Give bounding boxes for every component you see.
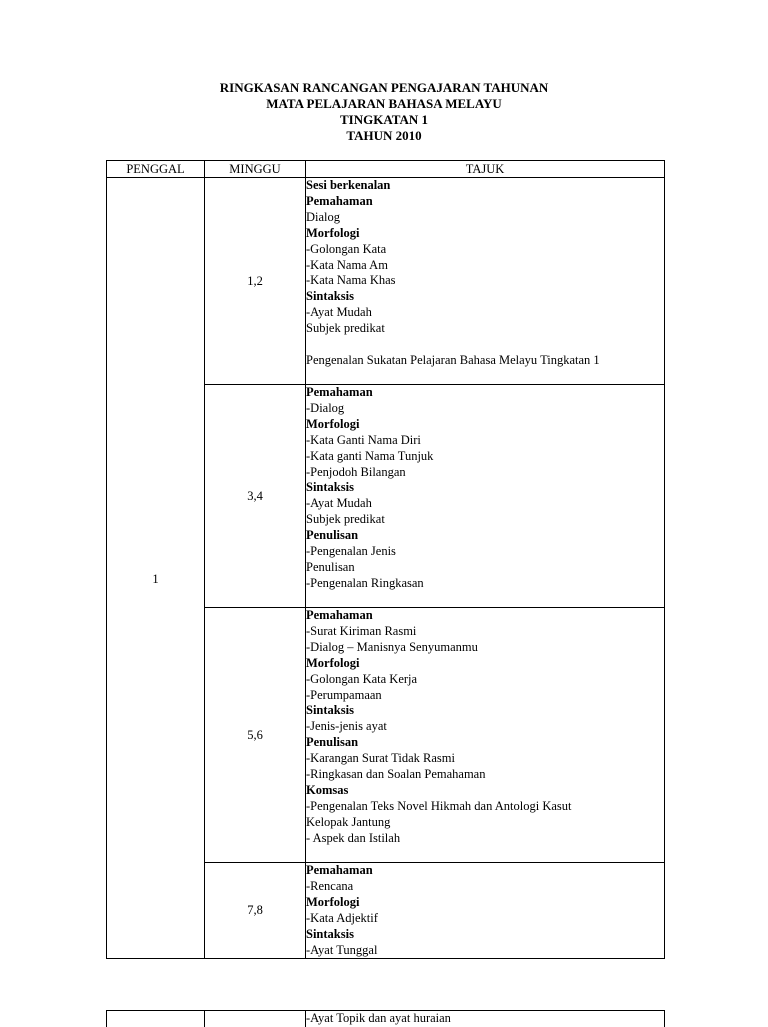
section-heading: Pemahaman — [306, 193, 373, 208]
title-line-1: RINGKASAN RANCANGAN PENGAJARAN TAHUNAN — [219, 80, 549, 95]
topic-line: Pengenalan Sukatan Pelajaran Bahasa Melayu Tingkatan 1 — [306, 352, 600, 367]
section-heading: Pemahaman — [306, 608, 373, 622]
section-heading: Sintaksis — [306, 480, 354, 495]
topic-line: -Penjodoh Bilangan — [306, 464, 406, 479]
topic-line: -Jenis-jenis ayat — [306, 719, 387, 734]
topic-line: Dialog — [306, 209, 341, 224]
minggu-cell: 1,2 — [205, 178, 306, 385]
topic-line: -Golongan Kata Kerja — [306, 671, 418, 686]
topic-line: -Kata Ganti Nama Diri — [306, 432, 421, 447]
section-heading: Pemahaman — [306, 385, 373, 399]
minggu-cell: 5,6 — [205, 608, 306, 863]
section-heading: Komsas — [306, 782, 349, 797]
table-row — [107, 178, 665, 385]
title-line-3: TINGKATAN 1 — [340, 112, 428, 127]
topic-line: -Ayat Topik dan ayat huraian — [306, 1011, 451, 1025]
topic-line: Subjek predikat — [306, 512, 385, 527]
minggu-cell: 7,8 — [205, 863, 306, 959]
topic-line: -Kata Adjektif — [306, 910, 378, 925]
topic-line: -Dialog – Manisnya Senyumanmu — [306, 639, 478, 654]
tajuk-cell — [306, 608, 665, 863]
tajuk-cell — [306, 863, 665, 959]
topic-line: -Golongan Kata — [306, 241, 387, 256]
title-line-4: TAHUN 2010 — [346, 128, 422, 143]
section-heading: Sintaksis — [306, 926, 354, 941]
topic-line: -Surat Kiriman Rasmi — [306, 623, 417, 638]
minggu-cell: 3,4 — [205, 385, 306, 608]
topic-line: -Dialog — [306, 400, 345, 415]
table-header-row — [107, 161, 665, 178]
column-header-penggal: PENGGAL — [107, 161, 205, 178]
tajuk-cell — [306, 178, 665, 385]
penggal-cell — [107, 1011, 205, 1027]
topic-line: -Pengenalan Teks Novel Hikmah dan Antologi Kasut — [306, 798, 572, 813]
minggu-cell — [205, 1011, 306, 1027]
topic-line: -Kata Nama Am — [306, 257, 388, 272]
section-heading: Morfologi — [306, 416, 360, 431]
lesson-plan-table — [106, 160, 665, 959]
section-heading: Morfologi — [306, 894, 360, 909]
topic-line: Subjek predikat — [306, 321, 385, 336]
topic-line: -Karangan Surat Tidak Rasmi — [306, 751, 455, 766]
tajuk-cell — [306, 385, 665, 608]
document-header — [0, 80, 768, 144]
section-heading: Sintaksis — [306, 703, 354, 718]
section-heading: Morfologi — [306, 225, 360, 240]
penggal-cell: 1 — [107, 178, 205, 959]
topic-line: -Ringkasan dan Soalan Pemahaman — [306, 767, 486, 782]
topic-line: -Ayat Mudah — [306, 496, 372, 511]
title-line-2: MATA PELAJARAN BAHASA MELAYU — [266, 96, 502, 111]
topic-line: -Pengenalan Ringkasan — [306, 575, 424, 590]
topic-line: -Perumpamaan — [306, 687, 382, 702]
topic-line: -Ayat Mudah — [306, 305, 372, 320]
section-heading: Sintaksis — [306, 289, 354, 304]
topic-line: - Aspek dan Istilah — [306, 830, 401, 845]
table-row — [107, 1011, 665, 1027]
section-heading: Penulisan — [306, 735, 359, 750]
topic-line: -Kata ganti Nama Tunjuk — [306, 448, 434, 463]
column-header-minggu: MINGGU — [205, 161, 306, 178]
section-heading: Pemahaman — [306, 863, 373, 877]
topic-line: Kelopak Jantung — [306, 814, 391, 829]
section-heading: Sesi berkenalan — [306, 178, 391, 192]
topic-line: Penulisan — [306, 559, 355, 574]
topic-line: -Ayat Tunggal — [306, 942, 378, 957]
section-heading: Morfologi — [306, 655, 360, 670]
topic-line — [306, 337, 664, 353]
topic-line: -Kata Nama Khas — [306, 273, 396, 288]
topic-line: -Rencana — [306, 878, 354, 893]
section-heading: Penulisan — [306, 528, 359, 543]
continued-table — [106, 1010, 665, 1027]
tajuk-cell — [306, 1011, 665, 1027]
topic-line: -Pengenalan Jenis — [306, 544, 396, 559]
column-header-tajuk: TAJUK — [306, 161, 665, 178]
